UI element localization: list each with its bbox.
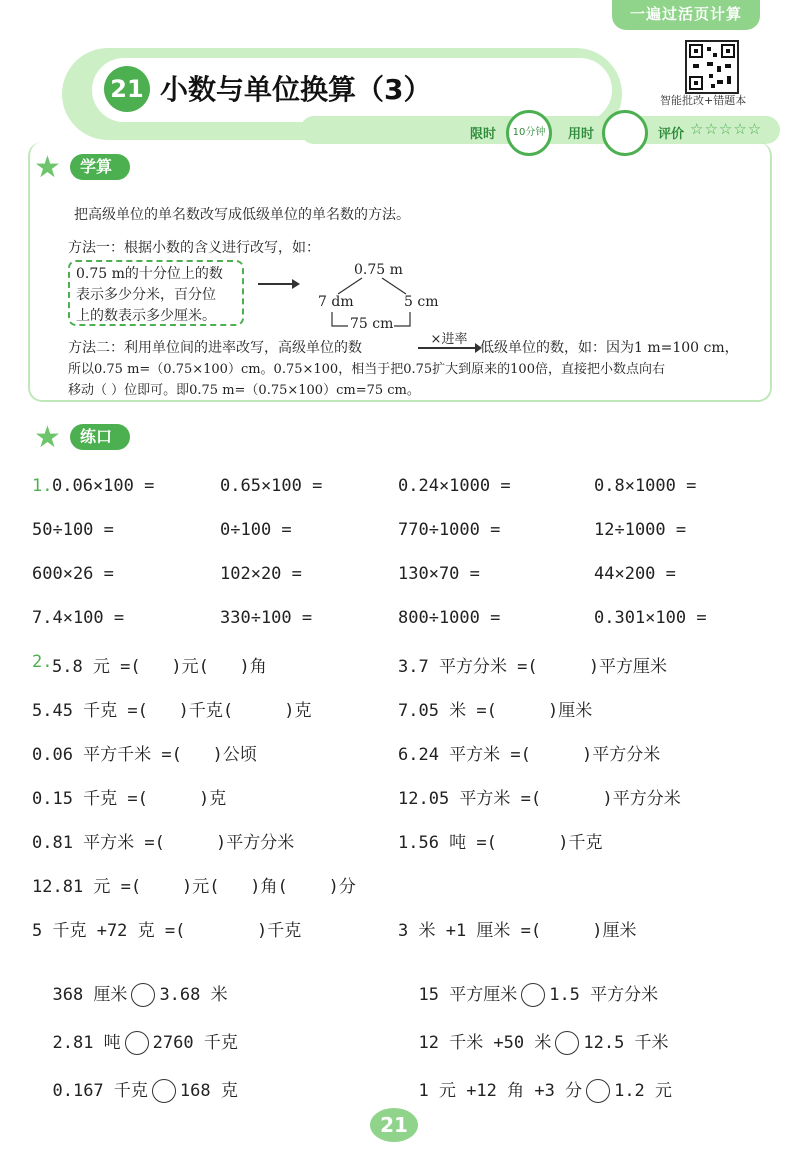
lesson-number-badge: 21 [104, 66, 150, 112]
q2-item[interactable]: 5.8 元 =( )元( )角 [52, 657, 267, 677]
rate-arrow-label: ×进率 [430, 332, 468, 347]
compare-item [398, 1008, 669, 1055]
q1-item[interactable]: 0.301×100 = [594, 608, 707, 628]
q2-item[interactable]: 7.05 米 =( )厘米 [398, 701, 593, 721]
q1-item[interactable]: 330÷100 = [220, 608, 313, 628]
q1-item[interactable]: 130×70 = [398, 564, 480, 584]
page-number: 21 [370, 1108, 418, 1142]
time-limit-value: 10分钟 [512, 127, 546, 138]
question-1-number: 1. [32, 476, 53, 496]
q1-item[interactable]: 600×26 = [32, 564, 114, 584]
q1-item[interactable]: 102×20 = [220, 564, 302, 584]
compare-circle[interactable] [152, 1079, 176, 1103]
compare-item [32, 960, 228, 1007]
q1-item[interactable]: 0.06×100 = [52, 476, 155, 496]
compare-circle[interactable] [521, 983, 545, 1007]
diagram-top: 0.75 m [354, 262, 403, 278]
compare-right: 1.2 元 [614, 1081, 673, 1101]
q2-item[interactable]: 12.05 平方米 =( )平方分米 [398, 789, 681, 809]
compare-left: 12 千米 +50 米 [418, 1033, 552, 1053]
right-arrow-icon [258, 283, 298, 285]
q1-item[interactable]: 12÷1000 = [594, 520, 687, 540]
q2-item[interactable]: 5.45 千克 =( )千克( )克 [32, 701, 312, 721]
q2-item[interactable]: 0.06 平方千米 =( )公顷 [32, 745, 257, 765]
diagram-bottom: 75 cm [350, 316, 394, 332]
star-mascot-icon: ★ [34, 150, 61, 185]
box-line: 上的数表示多少厘米。 [76, 308, 216, 324]
compare-left: 368 厘米 [52, 985, 128, 1005]
diagram-right: 5 cm [404, 294, 439, 310]
practice-badge [34, 420, 130, 472]
rating-label: 评价 [658, 127, 685, 142]
method2-part-a: 方法二：利用单位间的进率改写，高级单位的数 [68, 340, 362, 356]
compare-item [398, 960, 658, 1007]
q1-item[interactable]: 0.8×1000 = [594, 476, 697, 496]
compare-right: 12.5 千米 [583, 1033, 669, 1053]
method2-line3: 移动（ ）位即可。即0.75 m=（0.75×100）cm=75 cm。 [68, 383, 420, 398]
q2-item[interactable]: 3 米 +1 厘米 =( )厘米 [398, 921, 637, 941]
method1-title: 方法一：根据小数的含义进行改写，如： [68, 240, 320, 256]
method2-part-b: 低级单位的数，如：因为1 m=100 cm， [480, 340, 739, 356]
compare-item [398, 1056, 672, 1103]
q2-item[interactable]: 6.24 平方米 =( )平方分米 [398, 745, 661, 765]
compare-right: 168 克 [179, 1081, 238, 1101]
compare-item [32, 1056, 238, 1103]
q2-item[interactable]: 1.56 吨 =( )千克 [398, 833, 603, 853]
diagram-left: 7 dm [318, 294, 354, 310]
compare-circle[interactable] [586, 1079, 610, 1103]
q2-item[interactable]: 0.81 平方米 =( )平方分米 [32, 833, 295, 853]
q1-item[interactable]: 44×200 = [594, 564, 676, 584]
qr-caption: 智能批改+错题本 [660, 94, 747, 107]
compare-left: 2.81 吨 [52, 1033, 121, 1053]
q2-item[interactable]: 5 千克 +72 克 =( )千克 [32, 921, 302, 941]
method2-line2: 所以0.75 m=（0.75×100）cm。0.75×100，相当于把0.75扩大到原来的100倍，直接把小数点向右 [68, 362, 665, 377]
compare-left: 0.167 千克 [52, 1081, 148, 1101]
q2-item[interactable]: 3.7 平方分米 =( )平方厘米 [398, 657, 668, 677]
q1-item[interactable]: 7.4×100 = [32, 608, 125, 628]
compare-circle[interactable] [555, 1031, 579, 1055]
method1-example-box [68, 260, 244, 326]
q1-item[interactable]: 0.65×100 = [220, 476, 323, 496]
question-2-number: 2. [32, 652, 53, 672]
q1-item[interactable]: 800÷1000 = [398, 608, 501, 628]
practice-badge-label: 练口算 [70, 424, 130, 450]
q2-item[interactable]: 12.81 元 =( )元( )角( )分 [32, 877, 356, 897]
learn-badge [34, 150, 130, 202]
compare-right: 3.68 米 [159, 985, 228, 1005]
compare-left: 15 平方厘米 [418, 985, 518, 1005]
q1-item[interactable]: 770÷1000 = [398, 520, 501, 540]
compare-left: 1 元 +12 角 +3 分 [418, 1081, 583, 1101]
q2-item[interactable]: 0.15 千克 =( )克 [32, 789, 227, 809]
method-intro: 把高级单位的单名数改写成低级单位的单名数的方法。 [74, 207, 410, 223]
rating-stars[interactable]: ☆☆☆☆☆ [690, 120, 763, 138]
rate-arrow [418, 328, 480, 349]
compare-right: 1.5 平方分米 [549, 985, 659, 1005]
q1-item[interactable]: 0.24×1000 = [398, 476, 511, 496]
star-mascot-icon: ★ [34, 420, 61, 455]
series-tab: 一遍过活页计算 [612, 0, 760, 30]
q1-item[interactable]: 50÷100 = [32, 520, 114, 540]
rate-arrow-icon [418, 347, 480, 349]
q1-item[interactable]: 0÷100 = [220, 520, 292, 540]
compare-right: 2760 千克 [152, 1033, 238, 1053]
qr-code-icon[interactable] [685, 40, 739, 94]
box-line: 0.75 m的十分位上的数 [76, 266, 223, 282]
page-title: 小数与单位换算（3） [160, 73, 432, 106]
learn-badge-label: 学算法 [70, 154, 130, 180]
compare-circle[interactable] [131, 983, 155, 1007]
box-line: 表示多少分米，百分位 [76, 287, 216, 303]
compare-circle[interactable] [125, 1031, 149, 1055]
compare-item [32, 1008, 238, 1055]
time-limit-label: 限时 [470, 127, 497, 142]
time-used-label: 用时 [568, 127, 595, 142]
